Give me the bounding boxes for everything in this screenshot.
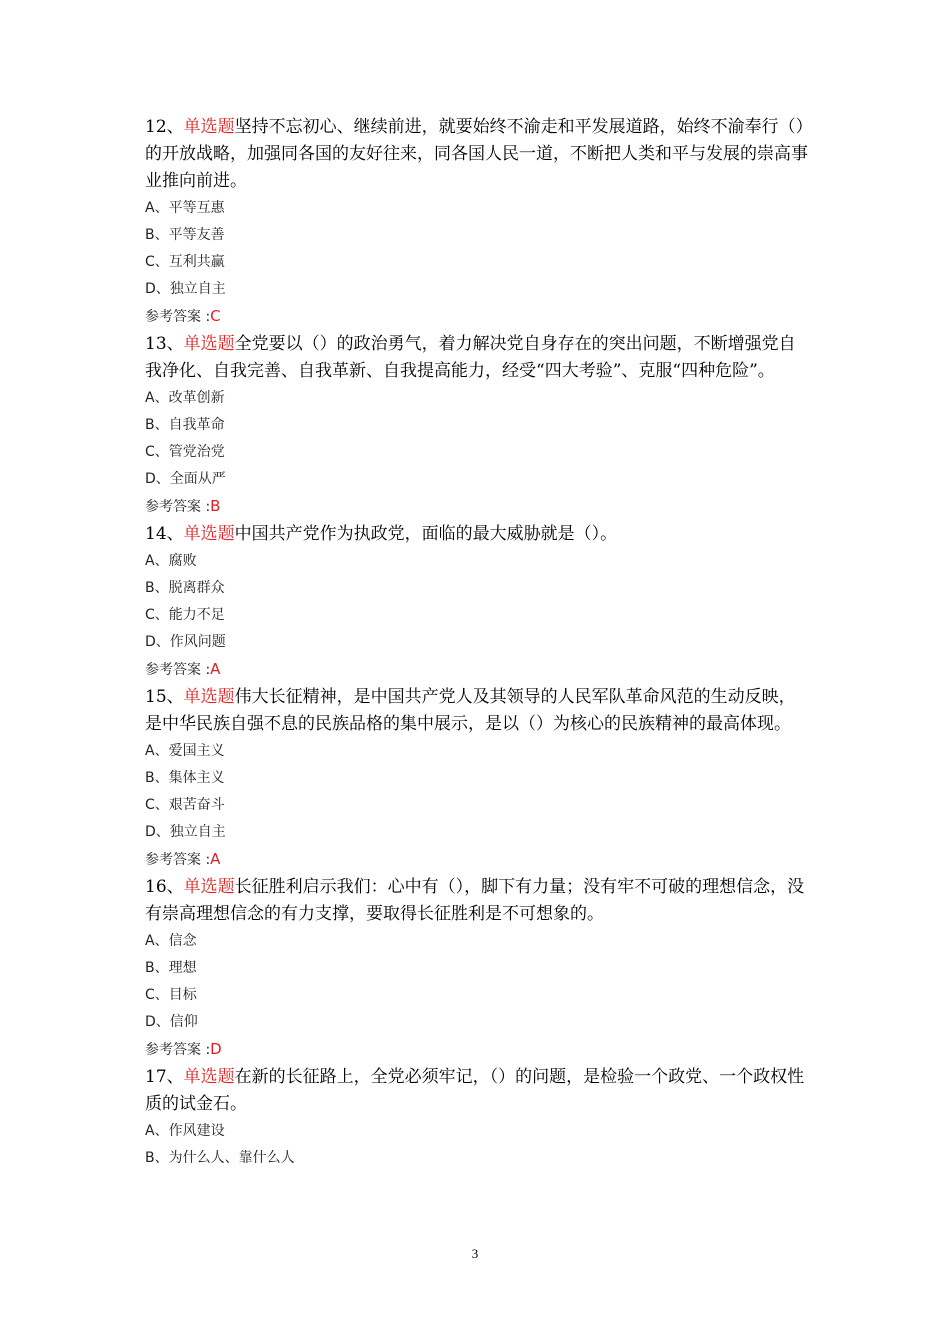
- option-a: A、信念: [145, 933, 197, 949]
- answer-line: [145, 303, 810, 331]
- question-stem: 长征胜利启示我们：心中有（），脚下有力量；没有牢不可破的理想信念，没有崇高理想信念的有力支撑，要取得长征胜利是不可想象的。: [145, 877, 805, 924]
- option-b: B、脱离群众: [145, 580, 225, 596]
- answer-label: 参考答案 :: [145, 662, 211, 678]
- question-number: 15、: [145, 687, 184, 707]
- question-type: 单选题: [183, 334, 235, 354]
- question-item: [145, 114, 810, 331]
- question-item: [145, 521, 810, 684]
- question-stem: 在新的长征路上，全党必须牢记，（）的问题，是检验一个政党、一个政权性质的试金石。: [145, 1067, 805, 1114]
- option-b: B、平等友善: [145, 227, 225, 243]
- question-number: 16、: [145, 877, 184, 897]
- question-number: 14、: [145, 524, 184, 544]
- question-list: [145, 114, 810, 1172]
- option-b: B、自我革命: [145, 417, 225, 433]
- answer-line: [145, 846, 810, 874]
- option-b: B、集体主义: [145, 770, 225, 786]
- option-a: A、改革创新: [145, 390, 225, 406]
- option-d: D、全面从严: [145, 471, 226, 487]
- answer-line: [145, 656, 810, 684]
- option-b: B、为什么人、靠什么人: [145, 1150, 295, 1166]
- option-c: C、艰苦奋斗: [145, 797, 225, 813]
- option-a: A、作风建设: [145, 1123, 225, 1139]
- question-number: 13、: [145, 334, 184, 354]
- question-type: 单选题: [183, 524, 235, 544]
- option-c: C、互利共赢: [145, 254, 225, 270]
- answer-value: D: [210, 1040, 222, 1058]
- question-type: 单选题: [183, 1067, 235, 1087]
- question-item: [145, 874, 810, 1064]
- question-number: 17、: [145, 1067, 184, 1087]
- option-c: C、管党治党: [145, 444, 225, 460]
- option-d: D、独立自主: [145, 824, 226, 840]
- answer-value: B: [210, 497, 221, 515]
- question-text: [145, 1064, 810, 1118]
- answer-line: [145, 493, 810, 521]
- answer-value: C: [210, 307, 221, 325]
- question-text: [145, 684, 810, 738]
- question-type: 单选题: [183, 687, 235, 707]
- question-text: [145, 874, 810, 928]
- option-d: D、作风问题: [145, 634, 226, 650]
- question-item: [145, 331, 810, 521]
- question-type: 单选题: [183, 877, 235, 897]
- question-text: [145, 114, 810, 195]
- option-c: C、目标: [145, 987, 197, 1003]
- option-a: A、爱国主义: [145, 743, 225, 759]
- question-stem: 全党要以（）的政治勇气，着力解决党自身存在的突出问题，不断增强党自我净化、自我完善、自我革新、自我提高能力，经受“四大考验”、克服“四种危险”。: [145, 334, 796, 381]
- question-type: 单选题: [183, 117, 235, 137]
- answer-value: A: [210, 850, 221, 868]
- option-a: A、腐败: [145, 553, 197, 569]
- question-stem: 中国共产党作为执政党，面临的最大威胁就是（）。: [234, 524, 618, 544]
- option-b: B、理想: [145, 960, 197, 976]
- question-text: [145, 521, 810, 548]
- answer-line: [145, 1036, 810, 1064]
- question-stem: 伟大长征精神，是中国共产党人及其领导的人民军队革命风范的生动反映，是中华民族自强不息的民族品格的集中展示，是以（）为核心的民族精神的最高体现。: [145, 687, 796, 734]
- question-text: [145, 331, 810, 385]
- question-item: [145, 684, 810, 874]
- answer-value: A: [210, 660, 221, 678]
- option-d: D、独立自主: [145, 281, 226, 297]
- page-number: 3: [471, 1246, 479, 1261]
- answer-label: 参考答案 :: [145, 499, 211, 515]
- option-d: D、信仰: [145, 1014, 198, 1030]
- option-c: C、能力不足: [145, 607, 225, 623]
- question-item: [145, 1064, 810, 1172]
- answer-label: 参考答案 :: [145, 852, 211, 868]
- answer-label: 参考答案 :: [145, 1042, 211, 1058]
- question-number: 12、: [145, 117, 184, 137]
- option-a: A、平等互惠: [145, 200, 225, 216]
- answer-label: 参考答案 :: [145, 309, 211, 325]
- question-stem: 坚持不忘初心、继续前进，就要始终不渝走和平发展道路，始终不渝奉行（）的开放战略，加强同各国的友好往来，同各国人民一道，不断把人类和平与发展的崇高事业推向前进。: [145, 117, 808, 191]
